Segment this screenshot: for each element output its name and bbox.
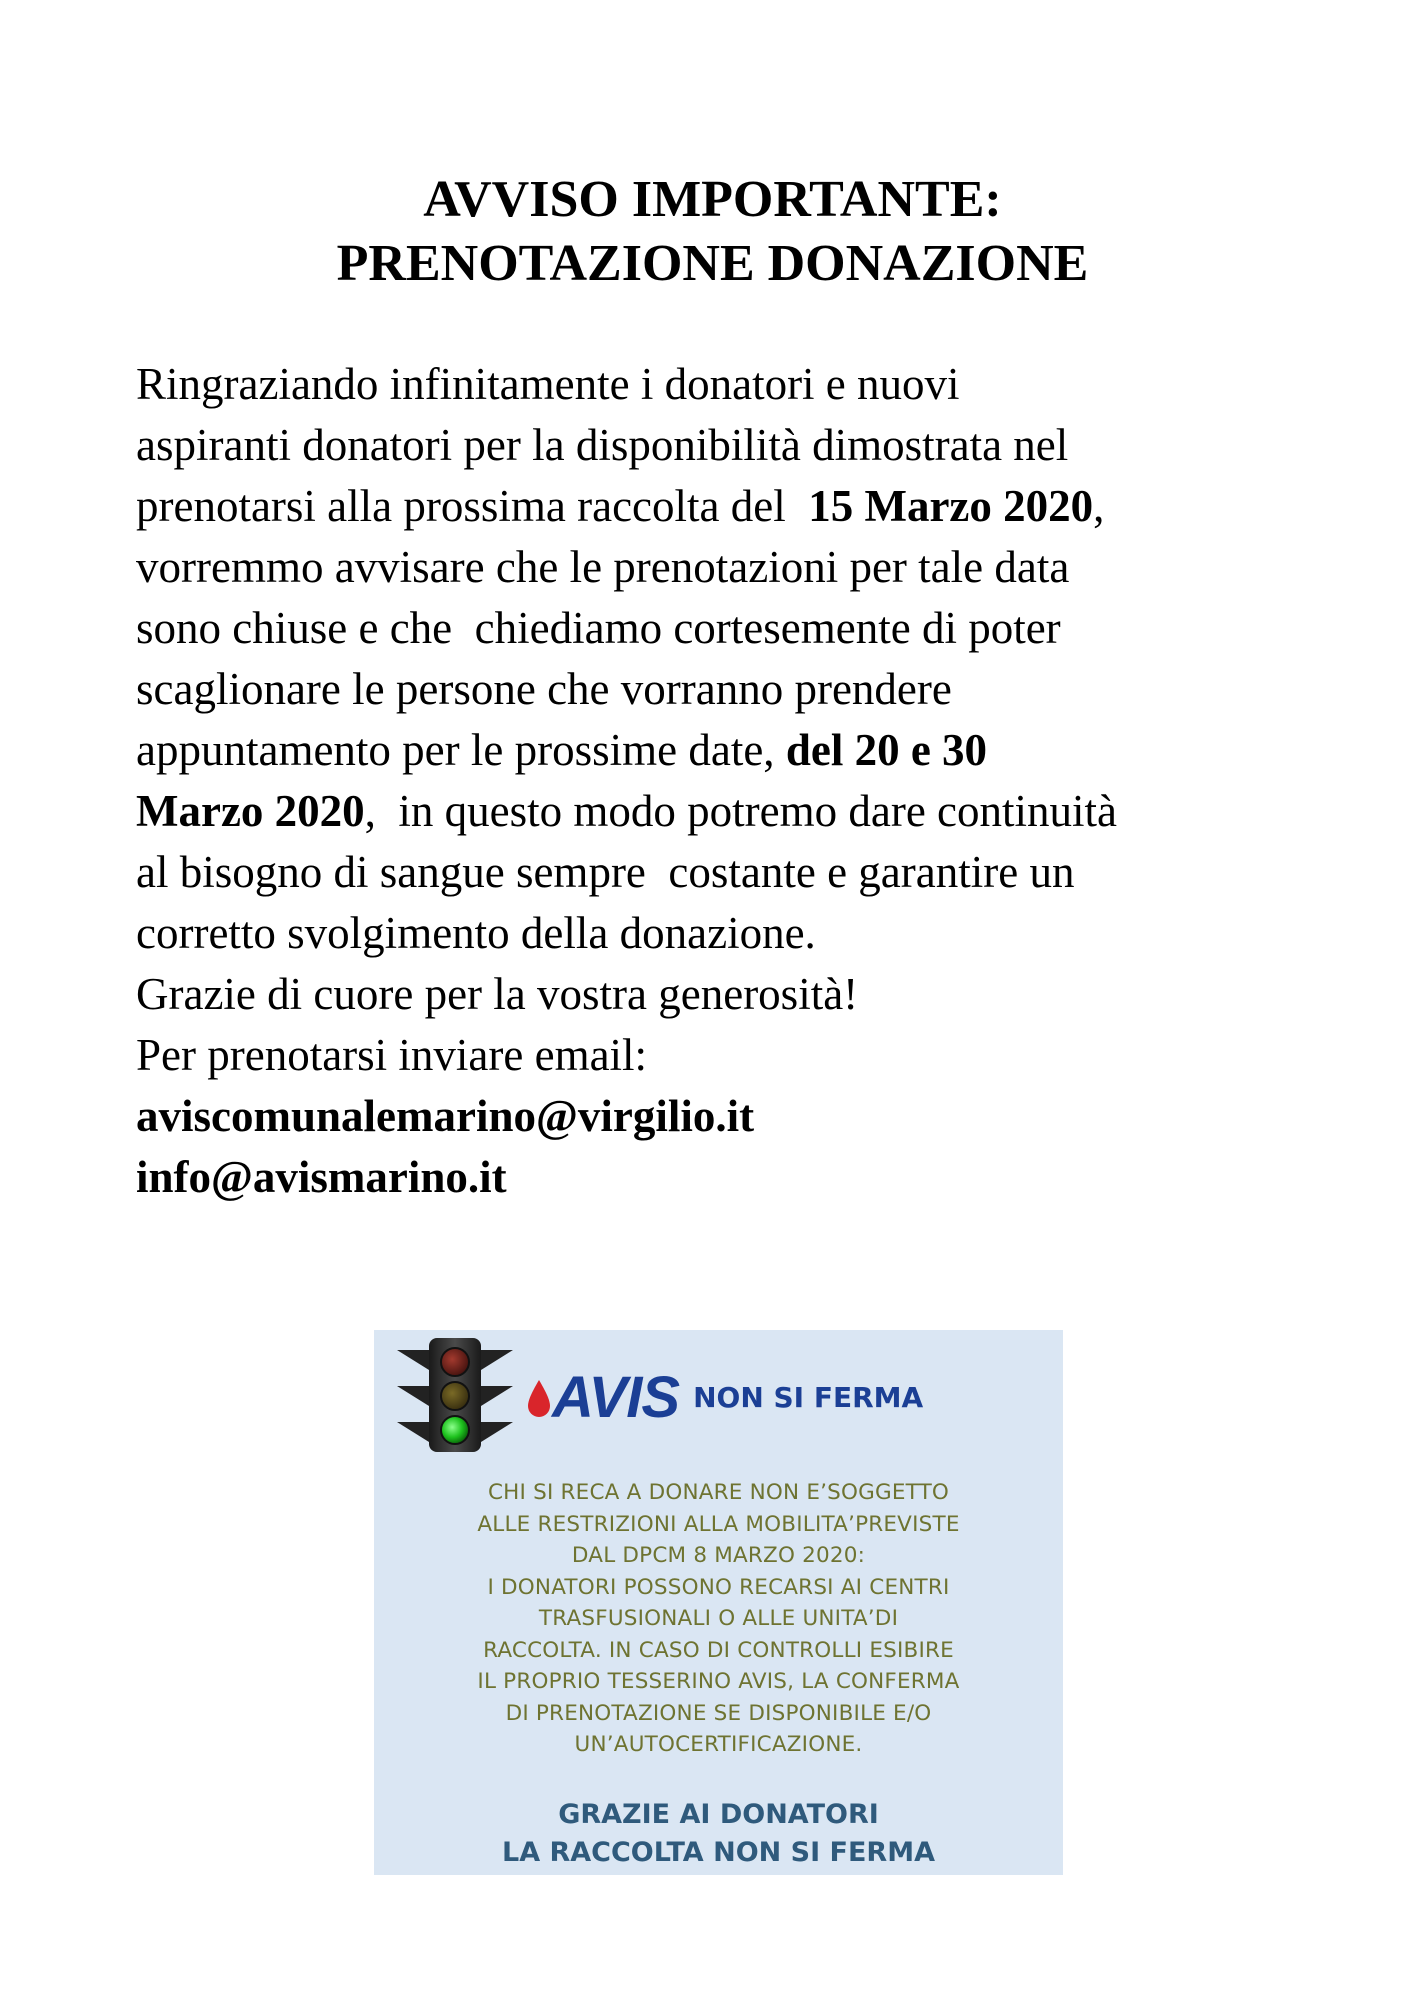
- avis-logo: [526, 1365, 680, 1430]
- thanks-line-1: GRAZIE AI DONATORI: [558, 1799, 879, 1830]
- banner-text-line: IL PROPRIO TESSERINO AVIS, LA CONFERMA: [477, 1669, 960, 1694]
- avis-banner: [374, 1330, 1063, 1875]
- first-collection-date: 15 Marzo 2020: [808, 481, 1094, 531]
- body-line: [136, 476, 1386, 537]
- banner-text-line: CHI SI RECA A DONARE NON E’SOGGETTO: [487, 1480, 950, 1505]
- body-line: Ringraziando infinitamente i donatori e nuovi: [136, 359, 960, 409]
- traffic-light-icon: [391, 1336, 519, 1454]
- body-text: prenotarsi alla prossima raccolta del: [136, 481, 809, 531]
- email-link-1[interactable]: aviscomunalemarino@virgilio.it: [136, 1091, 755, 1141]
- notice-title: [0, 168, 1425, 296]
- banner-text-line: DAL DPCM 8 MARZO 2020:: [571, 1543, 866, 1568]
- banner-text-line: ALLE RESTRIZIONI ALLA MOBILITA’PREVISTE: [477, 1511, 960, 1537]
- body-text: appuntamento per le prossime date,: [136, 725, 786, 775]
- body-line: al bisogno di sangue sempre costante e garantire un: [136, 847, 1075, 897]
- banner-tagline: NON SI FERMA: [693, 1381, 924, 1414]
- thanks-line-2: LA RACCOLTA NON SI FERMA: [501, 1837, 935, 1868]
- email-link-2[interactable]: info@avismarino.it: [136, 1152, 507, 1202]
- body-line: sono chiuse e che chiediamo cortesemente di poter: [136, 603, 1061, 653]
- body-line: scaglionare le persone che vorranno prendere: [136, 664, 952, 714]
- avis-logo-row: [526, 1365, 924, 1430]
- next-dates-month: Marzo 2020: [136, 786, 365, 836]
- blood-drop-icon: [526, 1378, 552, 1418]
- body-line: Per prenotarsi inviare email:: [136, 1030, 648, 1080]
- title-line-2: PRENOTAZIONE DONAZIONE: [336, 235, 1089, 292]
- banner-message: [374, 1477, 1063, 1761]
- body-text: ,: [1093, 481, 1105, 531]
- body-line: vorremmo avvisare che le prenotazioni per tale data: [136, 542, 1070, 592]
- banner-text-line: RACCOLTA. IN CASO DI CONTROLLI ESIBIRE: [483, 1637, 954, 1663]
- next-dates: del 20 e 30: [785, 725, 988, 775]
- notice-body: [136, 354, 1386, 1208]
- body-line: [136, 720, 1386, 781]
- body-line: Grazie di cuore per la vostra generosità!: [136, 969, 859, 1019]
- avis-logo-text: AVIS: [552, 1365, 680, 1430]
- body-line: [136, 781, 1386, 842]
- body-line: corretto svolgimento della donazione.: [136, 908, 816, 958]
- banner-thanks: [374, 1796, 1063, 1872]
- banner-text-line: I DONATORI POSSONO RECARSI AI CENTRI: [487, 1574, 950, 1600]
- banner-text-line: DI PRENOTAZIONE SE DISPONIBILE E/O: [505, 1700, 932, 1726]
- title-line-1: AVVISO IMPORTANTE:: [423, 171, 1002, 228]
- body-text: , in questo modo potremo dare continuità: [364, 786, 1118, 836]
- banner-text-line: TRASFUSIONALI O ALLE UNITA’DI: [538, 1606, 899, 1631]
- banner-text-line: UN’AUTOCERTIFICAZIONE.: [574, 1732, 863, 1757]
- body-line: aspiranti donatori per la disponibilità dimostrata nel: [136, 420, 1069, 470]
